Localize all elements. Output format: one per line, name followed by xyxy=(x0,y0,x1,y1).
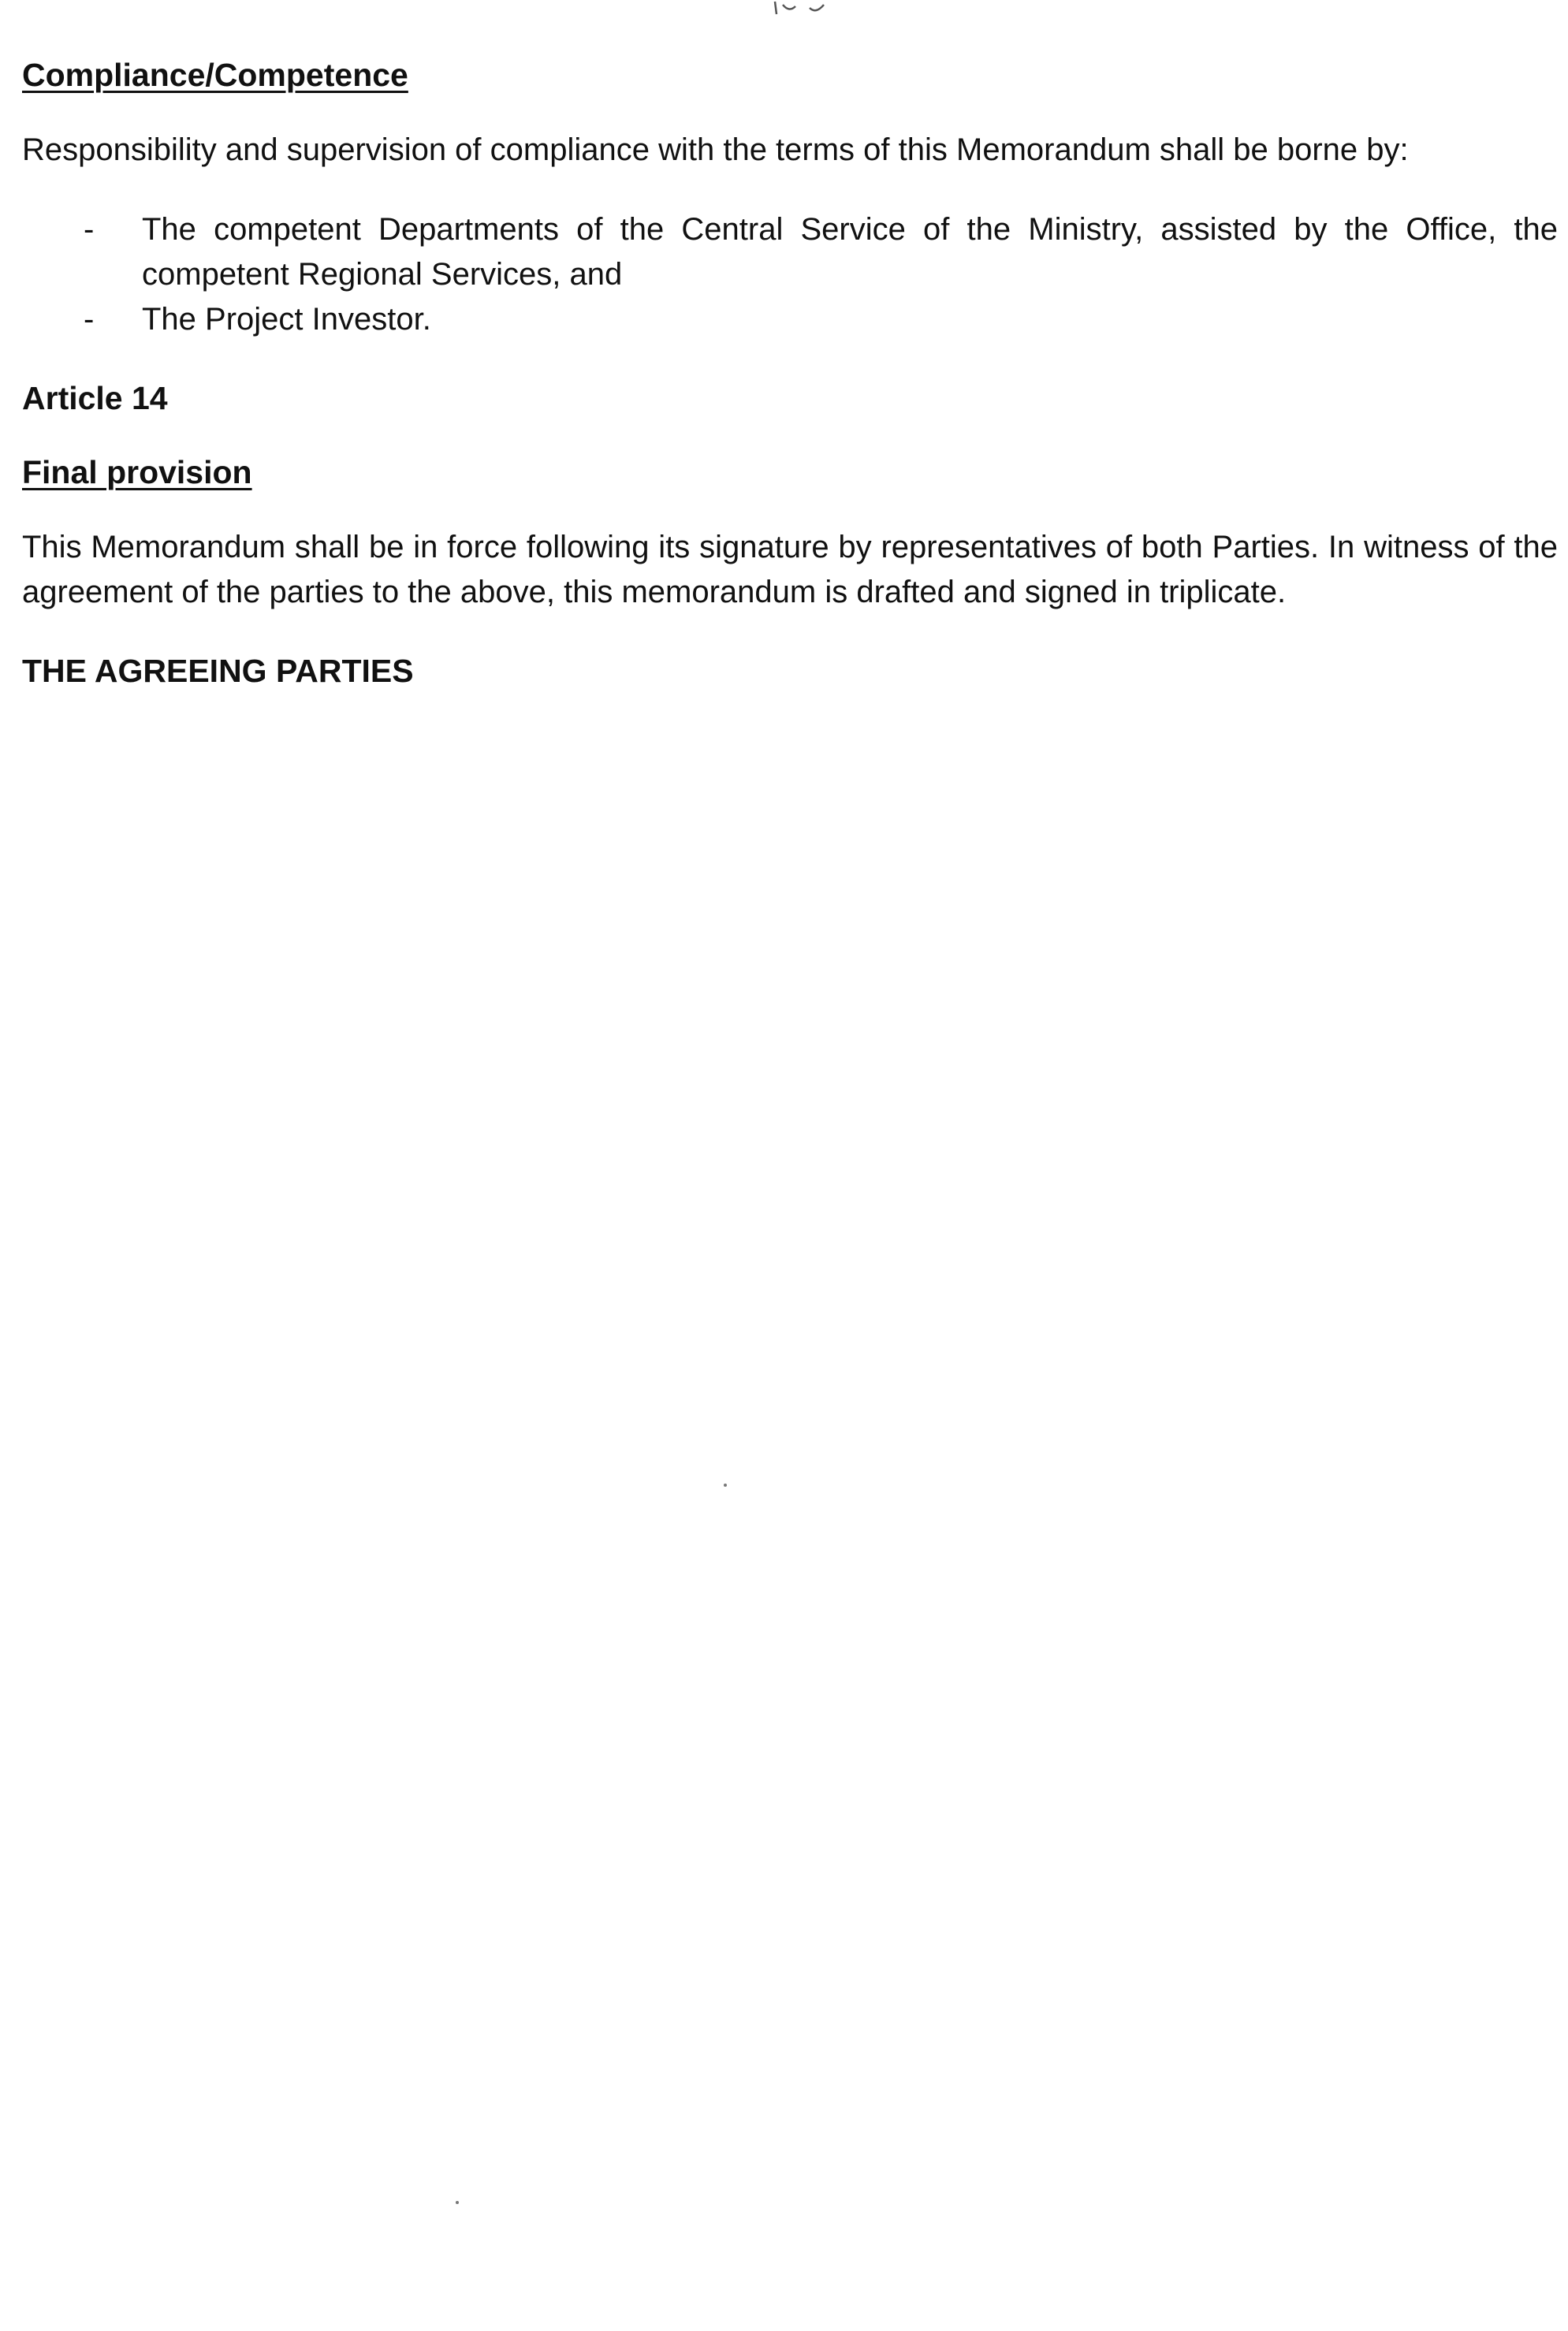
scan-speck xyxy=(724,1484,727,1487)
section-heading-compliance: Compliance/Competence xyxy=(22,57,408,93)
final-provision-text: This Memorandum shall be in force following its signature by representatives of both Parties. In witness of the agreement of the parties to the above, this memorandum is drafted and signed in triplicate. xyxy=(22,530,1558,609)
list-item-text: The competent Departments of the Central Service of the Ministry, assisted by the Office, the competent Regional Services, and xyxy=(142,212,1558,292)
article-heading: Article 14 xyxy=(22,380,168,416)
bullet-dash: - xyxy=(84,212,95,247)
list-item xyxy=(22,297,1558,342)
responsibility-list xyxy=(22,207,1558,342)
document-content xyxy=(22,54,1558,692)
scan-speck xyxy=(456,2201,459,2204)
responsibility-intro: Responsibility and supervision of compliance with the terms of this Memorandum shall be borne by: xyxy=(22,132,1409,167)
section-heading-final-provision: Final provision xyxy=(22,454,252,490)
list-item-text: The Project Investor. xyxy=(142,302,431,337)
scan-mark-top xyxy=(769,0,855,17)
closing-heading: THE AGREEING PARTIES xyxy=(22,653,414,689)
list-item xyxy=(22,207,1558,297)
bullet-dash: - xyxy=(84,302,95,337)
